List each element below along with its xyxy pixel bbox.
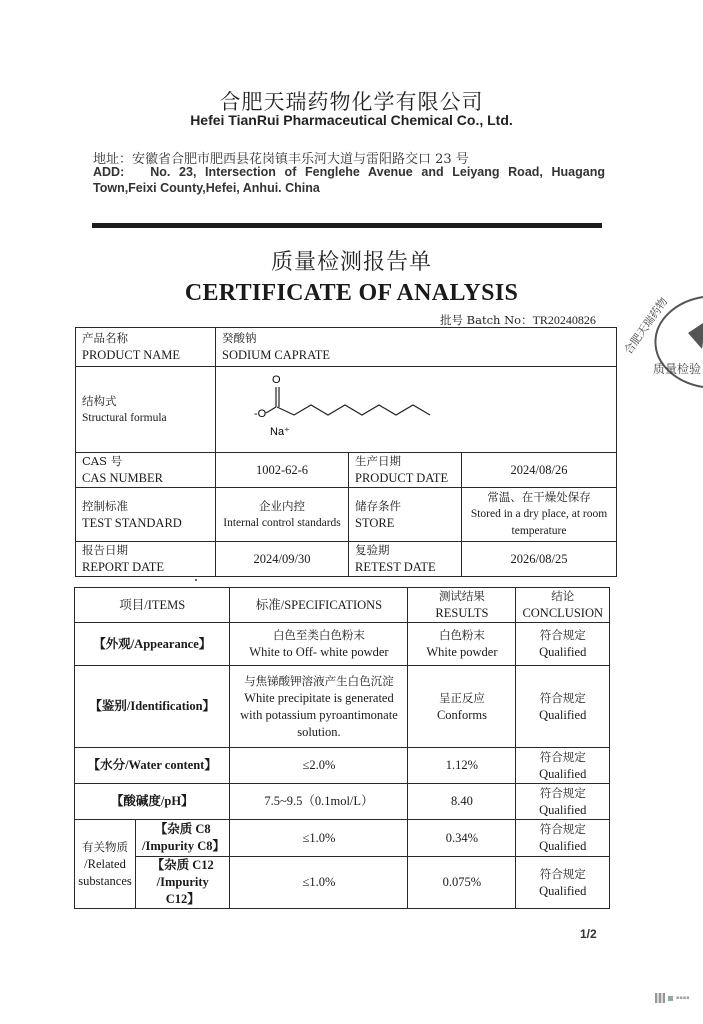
header-conclusion [516,588,610,623]
stamp-arc-text: 合肥天瑞药物 [621,295,671,357]
label-cn: 生产日期 [355,454,401,468]
conclusion-en: Qualified [539,802,587,817]
item-cn: 【杂质 C8 [154,822,211,836]
conclusion-cell [516,623,610,666]
label-cn: 控制标准 [82,498,128,513]
result-cn: 白色粉末 [438,628,485,642]
cas-value: 1002-62-6 [216,453,349,488]
result-cell: 8.40 [408,784,516,820]
result-row-water-content [75,748,610,784]
impurity-item-cell [136,857,230,909]
watermark-text: ▪▪▪▪ [676,995,690,1001]
conclusion-cell [516,820,610,857]
company-name-cn: 合肥天瑞药物化学有限公司 [219,90,484,114]
header-specifications: 标准/SPECIFICATIONS [230,588,408,623]
label-cn: 产品名称 [82,331,128,345]
label-cn: 测试结果 [438,589,485,603]
result-en: Conforms [436,707,487,722]
product-info-table [75,327,617,577]
conclusion-en: Qualified [539,645,587,659]
retest-date-value: 2026/08/25 [462,542,617,577]
conclusion-cn: 符合规定 [539,866,586,881]
title-cn: 质量检测报告单 [270,250,432,275]
page-number: 1/2 [580,927,597,941]
formula-o-minus: -O [254,408,267,420]
quality-inspection-stamp [618,293,703,391]
conclusion-cell [516,857,610,909]
store-value [462,488,617,542]
watermark-logo-icon [668,996,673,1001]
row-structural-formula [76,367,617,453]
scan-speck [195,579,197,581]
conclusion-en: Qualified [539,883,587,898]
formula-sodium: Na⁺ [270,426,290,438]
label-en: CONCLUSION [522,606,603,620]
conclusion-en: Qualified [539,839,587,853]
row-report-date [76,542,617,577]
formula-o: O [272,374,281,386]
test-standard-value [216,488,349,542]
label-en: STORE [355,515,395,530]
product-name-label [76,328,216,367]
address-en: No. 23, Intersection of Fenglehe Avenue and Leiyang Road, Huagang Town,Feixi County,Hefei, Anhui. China [93,165,605,195]
retest-date-label [349,542,462,577]
label-en: RETEST DATE [355,560,436,574]
value-cn: 常温、在干燥处保存 [487,490,591,504]
result-row-ph [75,784,610,820]
bond [266,407,276,413]
formula-label [76,367,216,453]
label-en: TEST STANDARD [82,515,182,530]
batch-number [440,312,596,328]
related-substances-label [75,820,136,909]
spec-cn: 白色至类白色粉末 [272,628,365,642]
header-results [408,588,516,623]
spec-cell: ≤1.0% [230,820,408,857]
formula-diagram-cell [216,367,617,453]
label-en: /Related substances [78,856,132,888]
batch-value: TR20240826 [532,313,596,327]
item-cell: 【鉴别/Identification】 [75,666,230,748]
row-product-name [76,328,617,367]
result-cell: 0.075% [408,857,516,909]
spec-cn: 与焦锑酸钾溶液产生白色沉淀 [244,673,394,688]
cas-label [76,453,216,488]
result-en: White powder [426,645,498,659]
address-en-label: ADD: [93,165,125,179]
impurity-item-cell [136,820,230,857]
label-en: CAS NUMBER [82,471,163,485]
item-en: /Impurity C12】 [156,875,209,906]
address-cn: 地址：安徽省合肥市肥西县花岗镇丰乐河大道与雷阳路交口 23 号 [93,152,469,167]
product-date-value: 2024/08/26 [462,453,617,488]
label-en: PRODUCT NAME [82,348,181,362]
title-en: CERTIFICATE OF ANALYSIS [184,280,519,306]
value-cn: 企业内控 [259,498,305,513]
item-cn: 【杂质 C12 [151,858,214,872]
star-icon [688,321,703,349]
conclusion-cn: 符合规定 [539,749,586,764]
spec-cell: ≤2.0% [230,748,408,784]
value-en: SODIUM CAPRATE [222,348,331,362]
spec-cell [230,666,408,748]
store-label [349,488,462,542]
spec-en: White to Off- white powder [249,645,389,659]
result-cn: 呈正反应 [438,690,485,705]
label-cn: 结构式 [82,393,117,408]
conclusion-cn: 符合规定 [539,785,586,800]
label-cn: 复验期 [355,543,390,557]
conclusion-cell [516,666,610,748]
value-en: Internal control standards [223,516,341,529]
watermark [655,993,690,1003]
item-en: /Impurity C8】 [142,839,225,853]
result-cell [408,666,516,748]
result-cell: 0.34% [408,820,516,857]
label-cn: CAS 号 [82,454,123,468]
product-date-label [349,453,462,488]
item-cell: 【外观/Appearance】 [75,623,230,666]
label-cn: 报告日期 [82,543,128,557]
spec-cell [230,623,408,666]
batch-label: 批号 Batch No： [440,313,533,327]
item-cell: 【酸碱度/pH】 [75,784,230,820]
conclusion-en: Qualified [539,766,587,781]
label-en: REPORT DATE [82,560,165,574]
label-cn: 结论 [551,589,575,603]
report-date-label [76,542,216,577]
conclusion-cn: 符合规定 [539,690,586,705]
result-cell [408,623,516,666]
conclusion-cn: 符合规定 [539,628,586,642]
conclusion-cell [516,748,610,784]
carbon-chain [277,405,430,415]
spec-en: White precipitate is generated with potassium pyroantimonate solution. [240,690,398,739]
conclusion-en: Qualified [539,707,587,722]
results-table [74,587,610,909]
row-cas [76,453,617,488]
value-cn: 癸酸钠 [222,331,257,345]
conclusion-cn: 符合规定 [539,822,586,836]
label-cn: 储存条件 [355,498,401,513]
results-header-row [75,588,610,623]
label-en: PRODUCT DATE [355,471,449,485]
conclusion-cell [516,784,610,820]
stamp-bottom-text: 质量检验 [653,362,702,376]
product-name-value [216,328,617,367]
result-row-impurity-c12 [75,857,610,909]
result-row-identification [75,666,610,748]
value-en: Stored in a dry place, at room temperature [470,508,608,537]
qr-code-icon [655,993,665,1003]
label-en: RESULTS [435,606,489,620]
company-name-en: Hefei TianRui Pharmaceutical Chemical Co., Ltd. [190,112,513,128]
spec-cell: 7.5~9.5（0.1mol/L） [230,784,408,820]
label-cn: 有关物质 [82,839,128,854]
test-standard-label [76,488,216,542]
address-en-block [93,164,605,196]
result-cell: 1.12% [408,748,516,784]
spec-cell: ≤1.0% [230,857,408,909]
label-en: Structural formula [82,411,167,424]
result-row-impurity-c8 [75,820,610,857]
result-row-appearance [75,623,610,666]
structural-formula-diagram [216,367,616,447]
header-divider [92,223,602,228]
row-test-standard [76,488,617,542]
item-cell: 【水分/Water content】 [75,748,230,784]
header-items: 项目/ITEMS [75,588,230,623]
report-date-value: 2024/09/30 [216,542,349,577]
